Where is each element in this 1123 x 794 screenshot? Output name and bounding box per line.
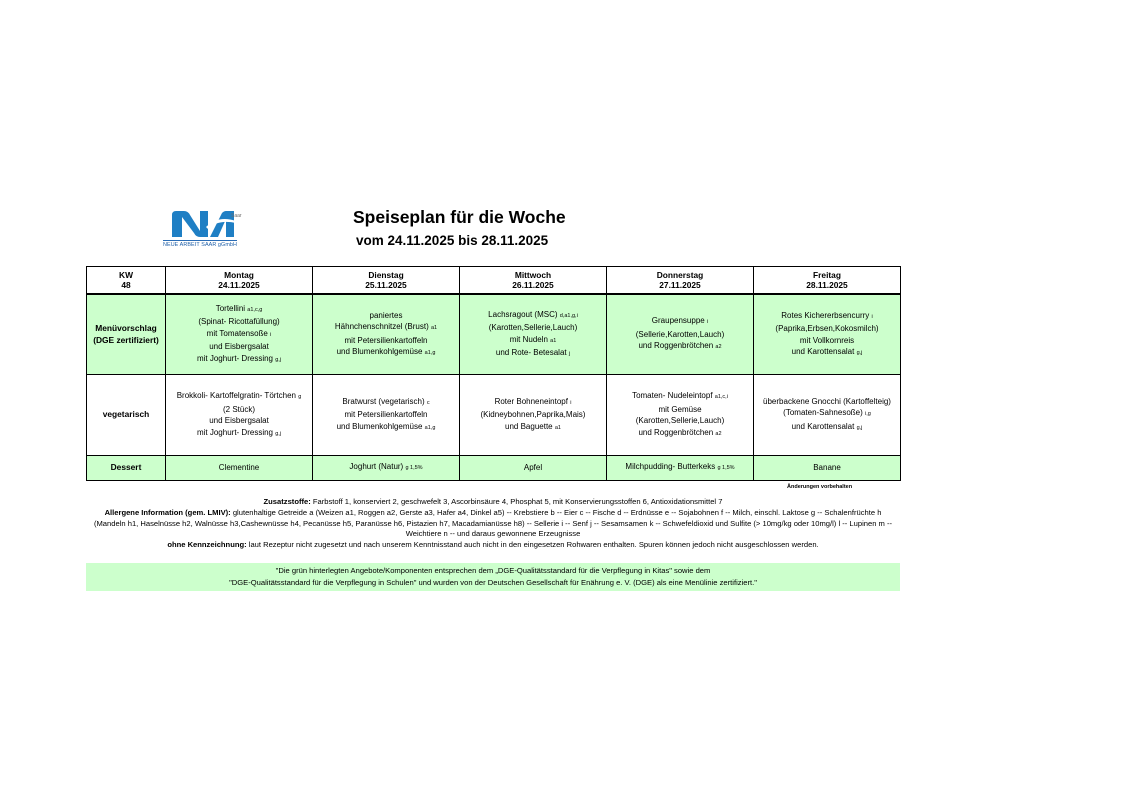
meal-cell (313, 375, 460, 456)
allergen-code: a1,g (424, 350, 436, 356)
meal-line: überbackene Gnocchi (Kartoffelteig) (763, 396, 891, 406)
meal-line: (Kidneybohnen,Paprika,Mais) (480, 410, 586, 420)
allergen-notes (86, 497, 900, 551)
meal-line: paniertes (369, 310, 403, 320)
meal-line: und Blumenkohlgemüse a1,g (336, 347, 436, 356)
meal-cell (754, 456, 901, 481)
day-date: 28.11.2025 (806, 280, 848, 290)
allergen-code: g,j (275, 356, 282, 363)
allergen-code: i,g (865, 411, 871, 418)
day-header (166, 267, 313, 295)
page-subtitle: vom 24.11.2025 bis 28.11.2025 (356, 233, 549, 248)
row-label-menu (87, 294, 166, 375)
menu-table (86, 266, 901, 481)
meal-line: Roter Bohneneintopf i (494, 396, 572, 406)
no-label-text: laut Rezeptur nicht zugesetzt und nach unserem Kenntnisstand auch nicht in den eingesetzen Rohwaren enthalten. Spuren können jedoch nicht ausgeschlossen werden. (246, 540, 819, 550)
meal-line: (Tomaten-Sahnesoße) i,g (783, 408, 871, 418)
meal-line: mit Nudeln a1 (509, 334, 557, 344)
meal-line: Milchpudding- Butterkeks g 1,5% (625, 462, 735, 472)
meal-line: mit Joghurt- Dressing g,j (196, 427, 282, 437)
allergen-code: d,a1,g,i (559, 312, 578, 319)
day-date: 24.11.2025 (218, 280, 260, 290)
meal-line: und Roggenbrötchen a2 (638, 427, 722, 437)
meal-line: Hähnchenschnitzel (Brust) a1 (334, 322, 438, 331)
logo-company-name: NEUE ARBEIT SAAR gGmbH (163, 242, 237, 248)
allergen-code: i (706, 319, 709, 326)
dge-certification-note (86, 563, 900, 591)
day-header (313, 267, 460, 295)
meal-cell (313, 294, 460, 375)
allergen-code: i (871, 313, 873, 320)
meal-cell (313, 456, 460, 481)
meal-line: Apfel (523, 463, 543, 473)
kw-label: KW (119, 270, 133, 280)
day-date: 25.11.2025 (365, 280, 407, 290)
allergen-text-line-2: (Mandeln h1, Haselnüsse h2, Walnüsse h3,Cashewnüsse h4, Pecanüsse h5, Paranüsse h6, Pistazien h7, Macadamianüsse h8) -- Sellerie i -- Senf j -- Sesamsamen k -- Schwefeldioxid und Sulfite (> 10mg/kg oder 10mg/l) l -- Lupinen m -- (93, 518, 893, 528)
allergen-code: a2 (715, 430, 722, 437)
allergen-code: a1,c,i (714, 394, 728, 400)
meal-cell (754, 375, 901, 456)
meal-line: und Baguette a1 (505, 421, 561, 431)
meal-line: mit Tomatensoße i (206, 328, 272, 338)
meal-cell (607, 294, 754, 375)
allergen-code: c (426, 399, 430, 406)
meal-line: (Karotten,Sellerie,Lauch) (488, 323, 578, 332)
meal-line: Lachsragout (MSC) d,a1,g,i (488, 309, 578, 319)
meal-cell (460, 456, 607, 481)
vegetarian-row (87, 375, 901, 456)
menu-label-certified: (DGE zertifiziert) (93, 334, 159, 345)
day-name: Freitag (813, 270, 841, 280)
day-date: 26.11.2025 (512, 280, 554, 290)
allergen-code: g (298, 394, 302, 400)
allergen-code: a1 (554, 424, 561, 431)
menu-label: Menüvorschlag (95, 323, 157, 333)
additives-text: Farbstoff 1, konserviert 2, geschwefelt 3, Ascorbinsäure 4, Phosphat 5, mit Konservierungsstoffen 6, Antioxidationsmittel 7 (310, 497, 723, 506)
allergen-line (86, 508, 900, 519)
logo (162, 207, 252, 253)
allergen-label: Allergene Information (gem. LMIV): (104, 507, 231, 517)
allergen-code: a1,c,g (247, 306, 263, 313)
meal-line: und Roggenbrötchen a2 (638, 341, 722, 351)
logo-saar-text: Saar (231, 213, 242, 219)
meal-line: und Eisbergsalat (209, 342, 269, 352)
meal-cell (460, 294, 607, 375)
allergen-code: i (570, 399, 572, 406)
day-name: Dienstag (368, 270, 404, 280)
meal-line: mit Petersilienkartoffeln (344, 410, 428, 420)
allergen-code: g 1,5% (405, 465, 423, 472)
dessert-row (87, 456, 901, 481)
meal-cell (754, 294, 901, 375)
meal-line: und Rote- Betesalat j (495, 348, 571, 357)
kw-header (87, 267, 166, 295)
meal-line: Tortellini a1,c,g (215, 303, 263, 313)
allergen-code: i (270, 331, 272, 338)
meal-cell (166, 294, 313, 375)
meal-cell (166, 375, 313, 456)
meal-line: und Blumenkohlgemüse a1,g (336, 421, 436, 431)
allergen-text: glutenhaltige Getreide a (Weizen a1, Roggen a2, Gerste a3, Hafer a4, Dinkel a5) -- Krebstiere b -- Eier c -- Fische d -- Erdnüsse e -- Sojabohnen f -- Milch, einschl. Laktose g -- Schalenfrüchte h (230, 507, 882, 517)
row-label-dessert: Dessert (87, 456, 166, 481)
day-header (754, 267, 901, 295)
meal-line: mit Petersilienkartoffeln (344, 335, 428, 345)
allergen-text-line-3: Weichtiere n -- und daraus gewonnene Erzeugnisse (405, 529, 581, 539)
dge-note-line-2: "DGE-Qualitätsstandard für die Verpflegung in Schulen" und wurden von der Deutschen Gesellschaft für Enährung e. V. (DGE) als eine Menülinie zertifiziert." (229, 577, 757, 587)
meal-line: und Karottensalat g,j (791, 347, 863, 356)
meal-line: Bratwurst (vegetarisch) c (342, 396, 430, 406)
meal-line: Brokkoli- Kartoffelgratin- Törtchen g (176, 391, 302, 400)
meal-cell (166, 456, 313, 481)
meal-line: (Karotten,Sellerie,Lauch) (635, 416, 725, 425)
meal-cell (460, 375, 607, 456)
no-label-label: ohne Kennzeichnung: (167, 540, 247, 550)
allergen-code: a1 (430, 325, 438, 331)
allergen-code: g,j (275, 430, 282, 437)
day-name: Donnerstag (656, 270, 704, 280)
meal-line: und Karottensalat g,j (791, 421, 863, 431)
meal-line: Joghurt (Natur) g 1,5% (349, 462, 423, 472)
menu-row (87, 294, 901, 375)
allergen-code: a1,g (424, 424, 436, 431)
meal-line: mit Joghurt- Dressing g,j (196, 353, 282, 363)
day-header (607, 267, 754, 295)
meal-line: (2 Stück) (222, 404, 255, 414)
meal-cell (607, 375, 754, 456)
allergen-code: g,j (856, 350, 863, 356)
meal-line: Graupensuppe i (651, 316, 709, 326)
meal-line: mit Vollkornreis (799, 335, 855, 345)
allergen-code: j (568, 351, 571, 357)
no-label-line (86, 540, 900, 551)
meal-line: Tomaten- Nudeleintopf a1,c,i (632, 391, 728, 400)
meal-line: und Eisbergsalat (209, 416, 269, 425)
allergen-code: g 1,5% (717, 465, 735, 472)
kw-number: 48 (121, 280, 131, 290)
table-header-row (87, 267, 901, 295)
neue-arbeit-logo-icon (170, 209, 240, 239)
row-label-vegetarian: vegetarisch (87, 375, 166, 456)
meal-cell (607, 456, 754, 481)
meal-line: mit Gemüse (658, 404, 702, 414)
additives-line (86, 497, 900, 508)
meal-line: (Sellerie,Karotten,Lauch) (635, 329, 725, 339)
meal-line: Clementine (218, 463, 260, 473)
meal-line: (Spinat- Ricottafüllung) (198, 317, 280, 327)
allergen-code: a2 (715, 344, 722, 351)
meal-line: (Paprika,Erbsen,Kokosmilch) (775, 324, 879, 333)
meal-line: Banane (813, 463, 841, 473)
day-header (460, 267, 607, 295)
day-name: Mittwoch (514, 270, 552, 280)
meal-line: Rotes Kichererbsencurry i (781, 310, 873, 320)
changes-reserved-note: Änderungen vorbehalten (787, 484, 853, 490)
day-date: 27.11.2025 (659, 280, 701, 290)
day-name: Montag (224, 270, 254, 280)
dge-note-line-1: "Die grün hinterlegten Angebote/Komponenten entsprechen dem „DGE-Qualitätsstandard für die Verpflegung in Kitas" sowie dem (275, 566, 711, 575)
allergen-code: g,j (856, 424, 863, 431)
allergen-code: a1 (550, 337, 557, 344)
additives-label: Zusatzstoffe: (263, 497, 311, 506)
page-title: Speiseplan für die Woche (353, 207, 566, 227)
